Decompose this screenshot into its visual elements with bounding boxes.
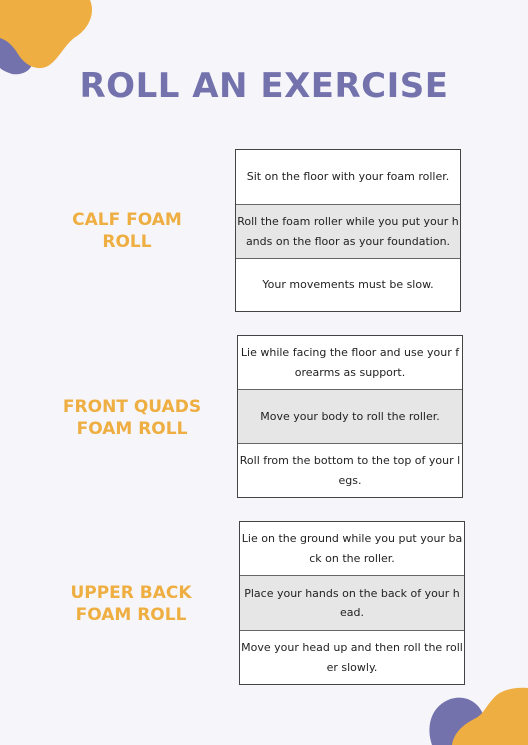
steps-table-calf bbox=[235, 149, 461, 312]
step-cell: Your movements must be slow. bbox=[262, 278, 434, 292]
exercise-label-line: ROLL bbox=[102, 232, 152, 252]
exercise-label-line: FOAM ROLL bbox=[75, 605, 187, 625]
step-cell: Move your body to roll the roller. bbox=[238, 390, 462, 444]
bottom-right-decorative-blob bbox=[418, 680, 528, 745]
steps-table-upper-back bbox=[239, 521, 465, 685]
step-cell: Roll from the bottom to the top of your legs. bbox=[239, 454, 461, 487]
step-cell: Lie on the ground while you put your back on the roller. bbox=[240, 522, 464, 576]
steps-table-front-quads bbox=[237, 335, 463, 498]
exercise-label-line: FOAM ROLL bbox=[76, 419, 188, 439]
exercise-label-line: UPPER BACK bbox=[70, 583, 192, 603]
exercise-label-calf bbox=[47, 209, 207, 253]
exercise-label-upper-back bbox=[51, 582, 211, 626]
step-cell: Place your hands on the back of your head. bbox=[240, 576, 464, 631]
exercise-label-line: FRONT QUADS bbox=[62, 397, 202, 417]
exercise-label-line: CALF FOAM bbox=[72, 210, 182, 230]
exercise-label-front-quads bbox=[52, 396, 212, 440]
step-cell: Move your head up and then roll the roller slowly. bbox=[241, 641, 463, 674]
step-cell: Sit on the floor with your foam roller. bbox=[236, 150, 460, 205]
step-cell: Roll the foam roller while you put your hands on the floor as your foundation. bbox=[236, 205, 460, 259]
step-cell: Lie while facing the floor and use your forearms as support. bbox=[238, 336, 462, 390]
page-title: ROLL AN EXERCISE bbox=[79, 66, 449, 106]
